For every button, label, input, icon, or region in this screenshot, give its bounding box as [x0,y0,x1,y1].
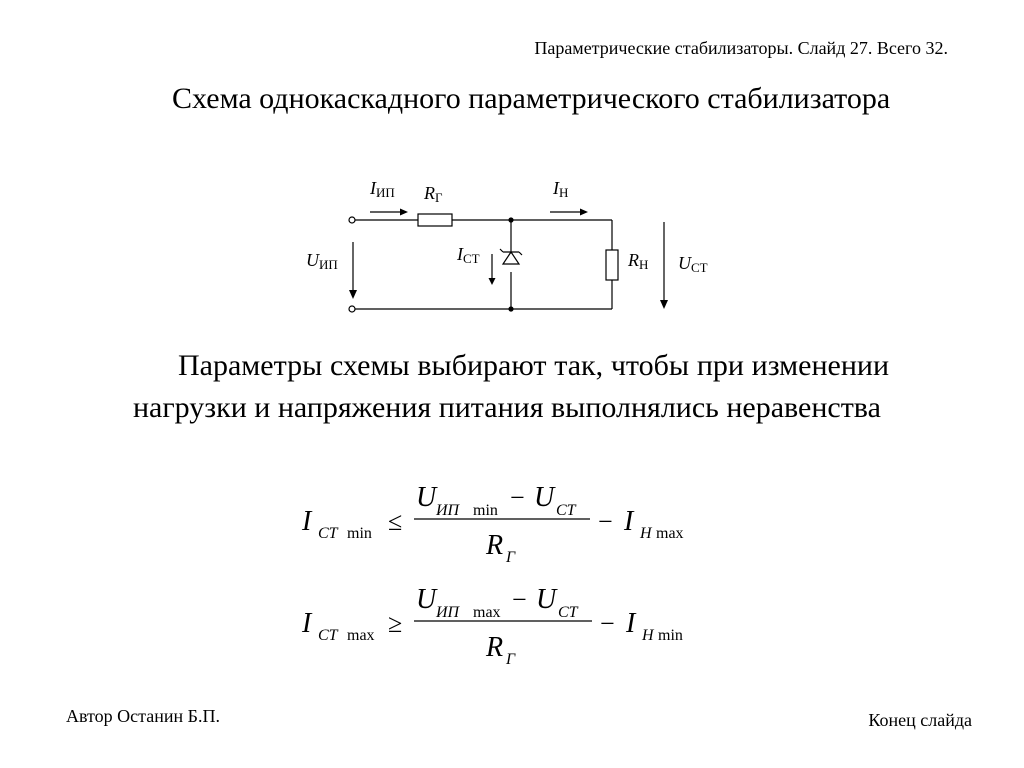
label-r-n: RН [628,250,649,272]
label-u-st: UСТ [678,253,708,275]
num-a-main: U [416,482,437,513]
rhs-qual: max [656,525,684,542]
circuit-diagram [300,172,730,322]
rhs-sub: H [642,627,654,644]
lhs-main: I [302,506,312,537]
zener-diode-symbol [500,249,522,264]
rhs-sub: H [640,525,652,542]
num-a-main: U [416,584,437,615]
label-i-ip: IИП [370,178,395,200]
num-a-qual: max [473,604,501,621]
end-of-slide-link[interactable]: Конец слайда [868,710,972,730]
relation-sign: ≥ [388,609,403,638]
slide-header: Параметрические стабилизаторы. Слайд 27. Всего 32. [534,38,948,58]
inequality-1 [290,478,730,568]
label-i-st: IСТ [457,244,480,266]
junction-bottom [508,306,513,311]
num-b-main: U [534,482,555,513]
num-a-sub: ИП [436,604,460,621]
lhs-sub: CT [318,525,338,542]
resistor-rn [606,250,618,280]
num-b-sub: CT [556,502,576,519]
den-sub: Г [506,549,516,566]
rhs-main: I [626,608,636,639]
relation-sign: ≤ [388,507,403,536]
den-main: R [486,530,504,561]
label-i-n: IН [553,178,569,200]
junction-top [508,217,513,222]
den-sub: Г [506,651,516,668]
label-u-ip: UИП [306,250,338,272]
den-main: R [486,632,504,663]
input-terminal-bottom [349,306,355,312]
num-minus: − [510,483,525,512]
label-r-g: RГ [424,183,443,205]
num-b-sub: CT [558,604,578,621]
lhs-qual: min [347,525,372,542]
lhs-sub: CT [318,627,338,644]
num-b-main: U [536,584,557,615]
num-minus: − [512,585,527,614]
rhs-main: I [624,506,634,537]
lhs-main: I [302,608,312,639]
num-a-sub: ИП [436,502,460,519]
tail-minus: − [600,609,615,638]
resistor-rg [418,214,452,226]
lhs-qual: max [347,627,375,644]
tail-minus: − [598,507,613,536]
author-label: Автор Останин Б.П. [66,706,220,726]
rhs-qual: min [658,627,683,644]
num-a-qual: min [473,502,498,519]
body-paragraph: Параметры схемы выбирают так, чтобы при изменении нагрузки и напряжения питания выполнялись неравенства [133,349,889,424]
slide-title: Схема однокаскадного параметрического стабилизатора [172,82,891,115]
inequality-2 [290,580,730,670]
input-terminal-top [349,217,355,223]
